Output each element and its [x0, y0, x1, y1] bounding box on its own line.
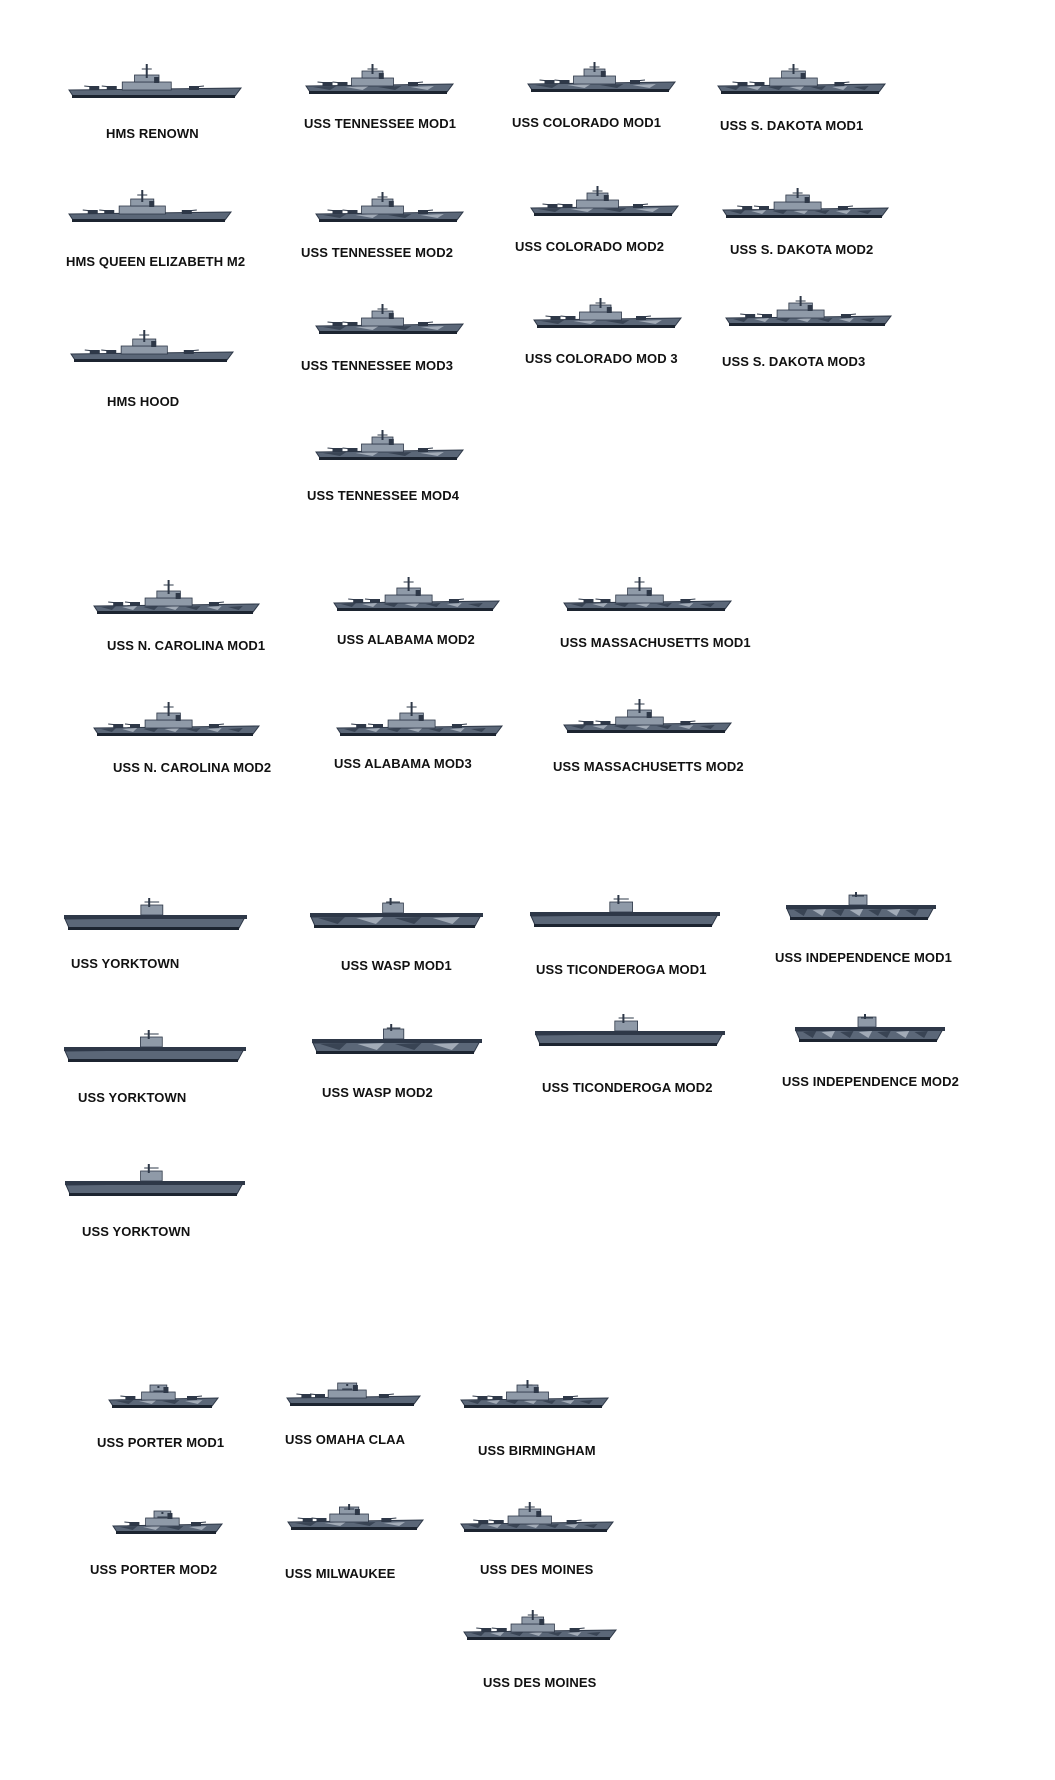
- battleship-icon: [70, 328, 235, 366]
- battleship-icon: [315, 428, 465, 464]
- cruiser-icon: [460, 1378, 610, 1412]
- ship-label: USS WASP MOD2: [322, 1085, 433, 1100]
- aircraft-carrier-icon: [535, 1012, 725, 1050]
- battleship-icon: [717, 62, 887, 98]
- ship-label: USS COLORADO MOD1: [512, 115, 662, 130]
- ship-label: USS S. DAKOTA MOD2: [730, 242, 874, 257]
- ship-label: USS S. DAKOTA MOD3: [722, 354, 866, 369]
- ship-label: USS MILWAUKEE: [285, 1566, 396, 1581]
- ship-label: USS INDEPENDENCE MOD1: [775, 950, 952, 965]
- ship-label: USS ALABAMA MOD2: [337, 632, 475, 647]
- ship-label: USS N. CAROLINA MOD1: [107, 638, 266, 653]
- ship-label: USS DES MOINES: [483, 1675, 597, 1690]
- aircraft-carrier-icon: [786, 890, 936, 924]
- battleship-icon: [315, 190, 465, 226]
- ship-label: USS TENNESSEE MOD3: [301, 358, 454, 373]
- ship-label: USS MASSACHUSETTS MOD2: [553, 759, 744, 774]
- ship-label: USS N. CAROLINA MOD2: [113, 760, 272, 775]
- ship-label: USS OMAHA CLAA: [285, 1432, 406, 1447]
- cruiser-icon: [286, 1382, 422, 1410]
- ship-label: USS TENNESSEE MOD4: [307, 488, 460, 503]
- ship-label: USS WASP MOD1: [341, 958, 452, 973]
- destroyer-icon: [108, 1384, 220, 1412]
- ship-label: USS TENNESSEE MOD2: [301, 245, 454, 260]
- battleship-icon: [530, 184, 680, 220]
- ship-label: USS MASSACHUSETTS MOD1: [560, 635, 751, 650]
- battleship-icon: [315, 302, 465, 338]
- battleship-icon: [93, 578, 261, 618]
- battleship-icon: [527, 60, 677, 96]
- battleship-icon: [563, 697, 733, 737]
- battleship-icon: [305, 62, 455, 98]
- ship-label: USS COLORADO MOD2: [515, 239, 665, 254]
- battleship-icon: [563, 575, 733, 615]
- cruiser-icon: [460, 1500, 615, 1536]
- aircraft-carrier-icon: [64, 896, 247, 934]
- ship-label: USS S. DAKOTA MOD1: [720, 118, 864, 133]
- ship-label: USS TENNESSEE MOD1: [304, 116, 457, 131]
- ship-label: USS ALABAMA MOD3: [334, 756, 472, 771]
- aircraft-carrier-icon: [65, 1162, 245, 1200]
- battleship-icon: [68, 188, 233, 226]
- aircraft-carrier-icon: [795, 1012, 945, 1046]
- ship-label: USS TICONDEROGA MOD2: [542, 1080, 713, 1095]
- ship-label: USS TICONDEROGA MOD1: [536, 962, 707, 977]
- ship-label: USS YORKTOWN: [82, 1224, 191, 1239]
- ship-label: HMS RENOWN: [106, 126, 199, 141]
- aircraft-carrier-icon: [64, 1028, 246, 1066]
- aircraft-carrier-icon: [530, 893, 720, 931]
- cruiser-icon: [287, 1502, 425, 1534]
- battleship-icon: [68, 62, 243, 102]
- aircraft-carrier-icon: [312, 1022, 482, 1058]
- ship-label: USS BIRMINGHAM: [478, 1443, 596, 1458]
- battleship-icon: [93, 700, 261, 740]
- destroyer-icon: [112, 1510, 224, 1538]
- battleship-icon: [722, 186, 890, 222]
- cruiser-icon: [463, 1608, 618, 1644]
- ship-label: USS PORTER MOD2: [90, 1562, 218, 1577]
- battleship-icon: [333, 575, 501, 615]
- ship-label: HMS QUEEN ELIZABETH M2: [66, 254, 246, 269]
- aircraft-carrier-icon: [310, 896, 483, 932]
- ship-label: USS YORKTOWN: [78, 1090, 187, 1105]
- ship-label: USS DES MOINES: [480, 1562, 594, 1577]
- battleship-icon: [336, 700, 504, 740]
- battleship-icon: [725, 294, 893, 330]
- ship-label: USS YORKTOWN: [71, 956, 180, 971]
- ship-label: USS PORTER MOD1: [97, 1435, 225, 1450]
- battleship-icon: [533, 296, 683, 332]
- ship-label: USS INDEPENDENCE MOD2: [782, 1074, 959, 1089]
- ship-label: USS COLORADO MOD 3: [525, 351, 678, 366]
- ship-label: HMS HOOD: [107, 394, 180, 409]
